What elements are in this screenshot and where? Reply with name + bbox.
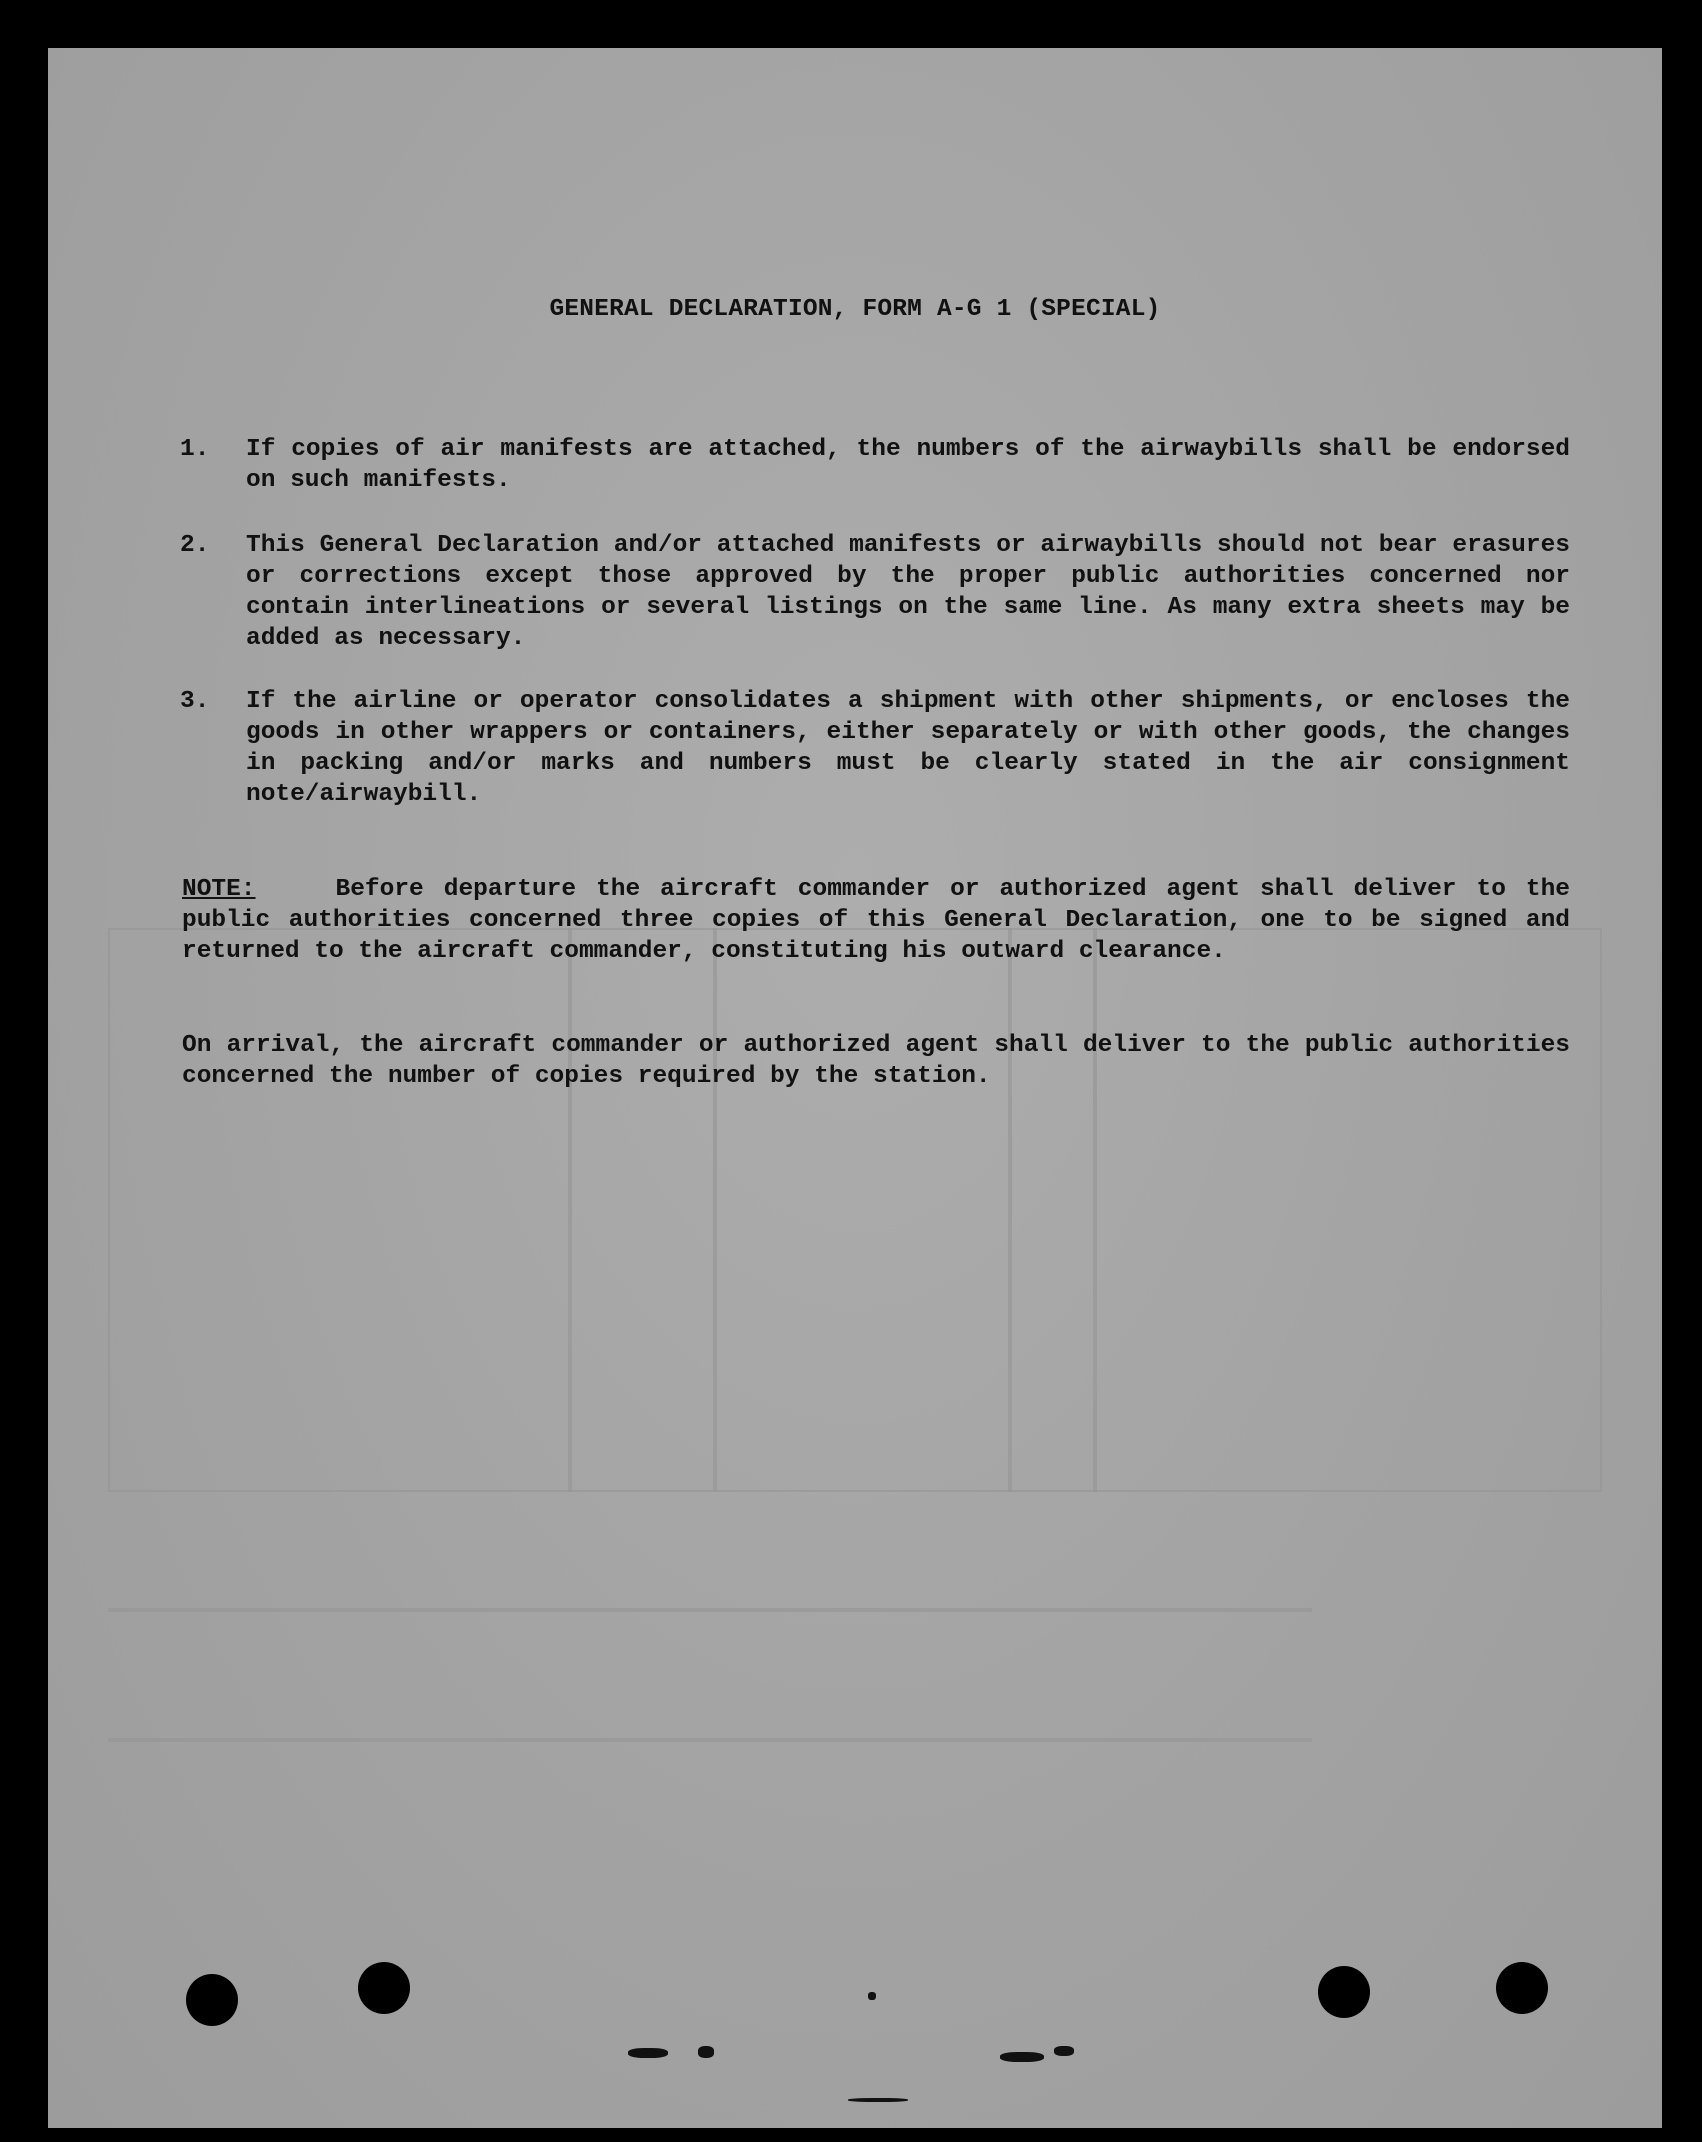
note-text: Before departure the aircraft commander or authorized agent shall deliver to the public authorities concerned three copies of this General Declaration, one to be signed and returned to the aircraft commander, constituting his outward clearance. — [182, 876, 1570, 965]
item-number: 2. — [180, 532, 210, 559]
bleed-through-column — [713, 928, 717, 1492]
bleed-through-column — [1008, 928, 1012, 1492]
damage-mark — [848, 2098, 908, 2102]
damage-mark — [628, 2048, 668, 2058]
punch-hole-icon — [358, 1962, 410, 2014]
note-paragraph — [182, 874, 1570, 967]
page-title: GENERAL DECLARATION, FORM A-G 1 (SPECIAL) — [549, 296, 1161, 323]
arrival-paragraph: On arrival, the aircraft commander or authorized agent shall deliver to the public authorities concerned the number of copies required by the station. — [182, 1032, 1570, 1090]
document-page — [48, 48, 1662, 2128]
punch-hole-icon — [1318, 1966, 1370, 2018]
note-label: NOTE: — [182, 876, 256, 903]
item-number: 1. — [180, 436, 210, 463]
bleed-through-box — [108, 928, 1602, 1492]
item-number: 3. — [180, 688, 210, 715]
bleed-through-column — [1093, 928, 1097, 1492]
item-text: If copies of air manifests are attached, the numbers of the airwaybills shall be endorsed on such manifests. — [246, 436, 1570, 494]
damage-mark — [698, 2046, 714, 2058]
item-text: If the airline or operator consolidates a shipment with other shipments, or encloses the goods in other wrappers or containers, either separately or with other goods, the changes in packing and/or marks and numbers must be clearly stated in the air consignment note/airwaybill. — [246, 688, 1570, 808]
damage-mark — [868, 1992, 876, 2000]
damage-mark — [1054, 2046, 1074, 2056]
bleed-through-column — [568, 928, 572, 1492]
punch-hole-icon — [186, 1974, 238, 2026]
punch-hole-icon — [1496, 1962, 1548, 2014]
bleed-through-rule — [108, 1608, 1312, 1612]
bleed-through-rule — [108, 1738, 1312, 1742]
damage-mark — [1000, 2052, 1044, 2062]
item-text: This General Declaration and/or attached manifests or airwaybills should not bear erasures or corrections except those approved by the proper public authorities concerned nor contain interlineations or several listings on the same line. As many extra sheets may be added as necessary. — [246, 532, 1570, 652]
